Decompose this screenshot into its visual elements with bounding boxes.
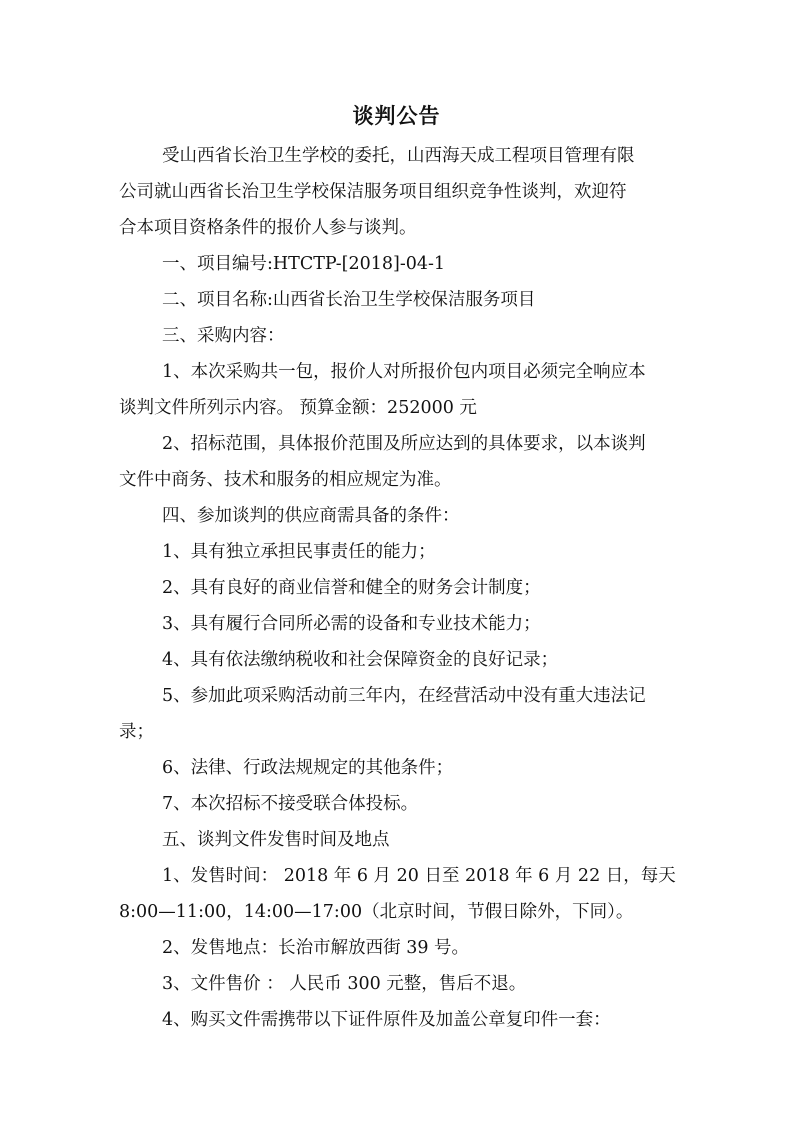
section-heading: 一、项目编号:HTCTP-[2018]-04-1 [162,254,446,274]
paragraph-line: 公司就山西省长治卫生学校保洁服务项目组织竞争性谈判，欢迎符 [119,182,627,202]
list-item: 2、具有良好的商业信誉和健全的财务会计制度； [162,578,541,598]
list-item: 4、购买文件需携带以下证件原件及加盖公章复印件一套： [162,1010,611,1030]
list-item: 3、文件售价 ： 人民币 300 元整，售后不退。 [162,974,527,994]
section-heading: 二、项目名称:山西省长治卫生学校保洁服务项目 [162,290,536,310]
paragraph-line: 1、本次采购共一包，报价人对所报价包内项目必须完全响应本 [162,362,646,382]
list-item: 1、发售时间： 2018 年 6 月 20 日至 2018 年 6 月 22 日，每天 [162,866,676,886]
list-item: 录； [119,722,154,742]
paragraph-line: 合本项目资格条件的报价人参与谈判。 [119,218,417,238]
list-item: 1、具有独立承担民事责任的能力； [162,542,436,562]
paragraph-line: 文件中商务、技术和服务的相应规定为准。 [119,470,452,490]
list-item: 3、具有履行合同所必需的设备和专业技术能力； [162,614,541,634]
section-heading: 四、参加谈判的供应商需具备的条件： [162,506,460,526]
list-item: 5、参加此项采购活动前三年内，在经营活动中没有重大违法记 [162,686,646,706]
section-heading: 三、采购内容： [162,326,285,346]
paragraph-line: 8:00—11:00，14:00—17:00（北京时间，节假日除外，下同）。 [119,902,634,922]
list-item: 4、具有依法缴纳税收和社会保障资金的良好记录； [162,650,559,670]
document-title: 谈判公告 [352,103,441,128]
paragraph-line: 谈判文件所列示内容。 预算金额：252000 元 [119,398,477,418]
paragraph-line: 受山西省长治卫生学校的委托，山西海天成工程项目管理有限 [162,146,635,166]
list-item: 2、发售地点：长治市解放西街 39 号。 [162,938,470,958]
list-item: 7、本次招标不接受联合体投标。 [162,794,419,814]
paragraph-line: 2、招标范围，具体报价范围及所应达到的具体要求，以本谈判 [162,434,646,454]
list-item: 6、法律、行政法规规定的其他条件； [162,758,454,778]
section-heading: 五、谈判文件发售时间及地点 [162,830,390,850]
